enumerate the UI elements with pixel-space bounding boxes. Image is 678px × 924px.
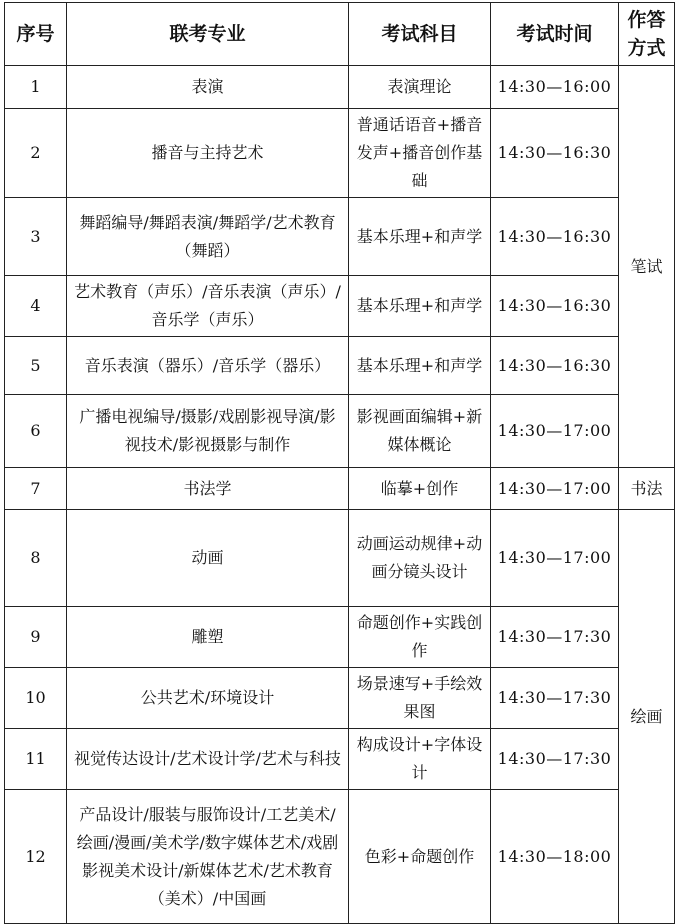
row-major: 产品设计/服装与服饰设计/工艺美术/绘画/漫画/美术学/数字媒体艺术/戏剧影视美术设计/新媒体艺术/艺术教育（美术）/中国画 [67, 790, 349, 924]
row-no: 1 [5, 66, 67, 109]
table-row [5, 109, 675, 198]
row-subject: 命题创作+实践创作 [349, 607, 491, 668]
row-major: 舞蹈编导/舞蹈表演/舞蹈学/艺术教育（舞蹈） [67, 198, 349, 276]
row-no: 5 [5, 337, 67, 395]
table-row [5, 790, 675, 924]
method-cell: 笔试 [619, 66, 675, 468]
row-subject: 普通话语音+播音发声+播音创作基础 [349, 109, 491, 198]
table-row [5, 729, 675, 790]
row-major: 广播电视编导/摄影/戏剧影视导演/影视技术/影视摄影与制作 [67, 395, 349, 468]
table-row [5, 276, 675, 337]
row-subject: 基本乐理+和声学 [349, 276, 491, 337]
row-subject: 色彩+命题创作 [349, 790, 491, 924]
row-subject: 临摹+创作 [349, 468, 491, 510]
method-cell: 绘画 [619, 510, 675, 924]
table-row [5, 668, 675, 729]
exam-schedule-table [4, 2, 675, 924]
row-major: 播音与主持艺术 [67, 109, 349, 198]
row-major: 雕塑 [67, 607, 349, 668]
row-no: 2 [5, 109, 67, 198]
row-major: 公共艺术/环境设计 [67, 668, 349, 729]
row-major: 视觉传达设计/艺术设计学/艺术与科技 [67, 729, 349, 790]
row-time: 14:30—17:30 [491, 607, 619, 668]
header-subject: 考试科目 [349, 3, 491, 66]
row-no: 12 [5, 790, 67, 924]
row-time: 14:30—16:00 [491, 66, 619, 109]
row-no: 11 [5, 729, 67, 790]
row-time: 14:30—16:30 [491, 276, 619, 337]
row-time: 14:30—16:30 [491, 109, 619, 198]
row-time: 14:30—18:00 [491, 790, 619, 924]
row-time: 14:30—17:00 [491, 510, 619, 607]
row-no: 7 [5, 468, 67, 510]
row-major: 动画 [67, 510, 349, 607]
row-no: 8 [5, 510, 67, 607]
row-no: 9 [5, 607, 67, 668]
row-subject: 基本乐理+和声学 [349, 198, 491, 276]
header-time: 考试时间 [491, 3, 619, 66]
row-time: 14:30—17:00 [491, 468, 619, 510]
row-time: 14:30—16:30 [491, 198, 619, 276]
table-row [5, 66, 675, 109]
row-subject: 影视画面编辑+新媒体概论 [349, 395, 491, 468]
row-no: 3 [5, 198, 67, 276]
method-cell: 书法 [619, 468, 675, 510]
table-row [5, 198, 675, 276]
row-time: 14:30—17:00 [491, 395, 619, 468]
row-subject: 基本乐理+和声学 [349, 337, 491, 395]
row-major: 音乐表演（器乐）/音乐学（器乐） [67, 337, 349, 395]
row-subject: 构成设计+字体设计 [349, 729, 491, 790]
row-major: 表演 [67, 66, 349, 109]
header-major: 联考专业 [67, 3, 349, 66]
table-row [5, 607, 675, 668]
header-row [5, 3, 675, 66]
row-major: 书法学 [67, 468, 349, 510]
table-row [5, 510, 675, 607]
table-row [5, 337, 675, 395]
table-row [5, 468, 675, 510]
row-subject: 表演理论 [349, 66, 491, 109]
row-major: 艺术教育（声乐）/音乐表演（声乐）/音乐学（声乐） [67, 276, 349, 337]
row-no: 6 [5, 395, 67, 468]
header-method: 作答方式 [619, 3, 675, 66]
row-subject: 场景速写+手绘效果图 [349, 668, 491, 729]
table-row [5, 395, 675, 468]
header-no: 序号 [5, 3, 67, 66]
row-time: 14:30—17:30 [491, 668, 619, 729]
row-time: 14:30—16:30 [491, 337, 619, 395]
row-no: 4 [5, 276, 67, 337]
row-time: 14:30—17:30 [491, 729, 619, 790]
row-subject: 动画运动规律+动画分镜头设计 [349, 510, 491, 607]
row-no: 10 [5, 668, 67, 729]
